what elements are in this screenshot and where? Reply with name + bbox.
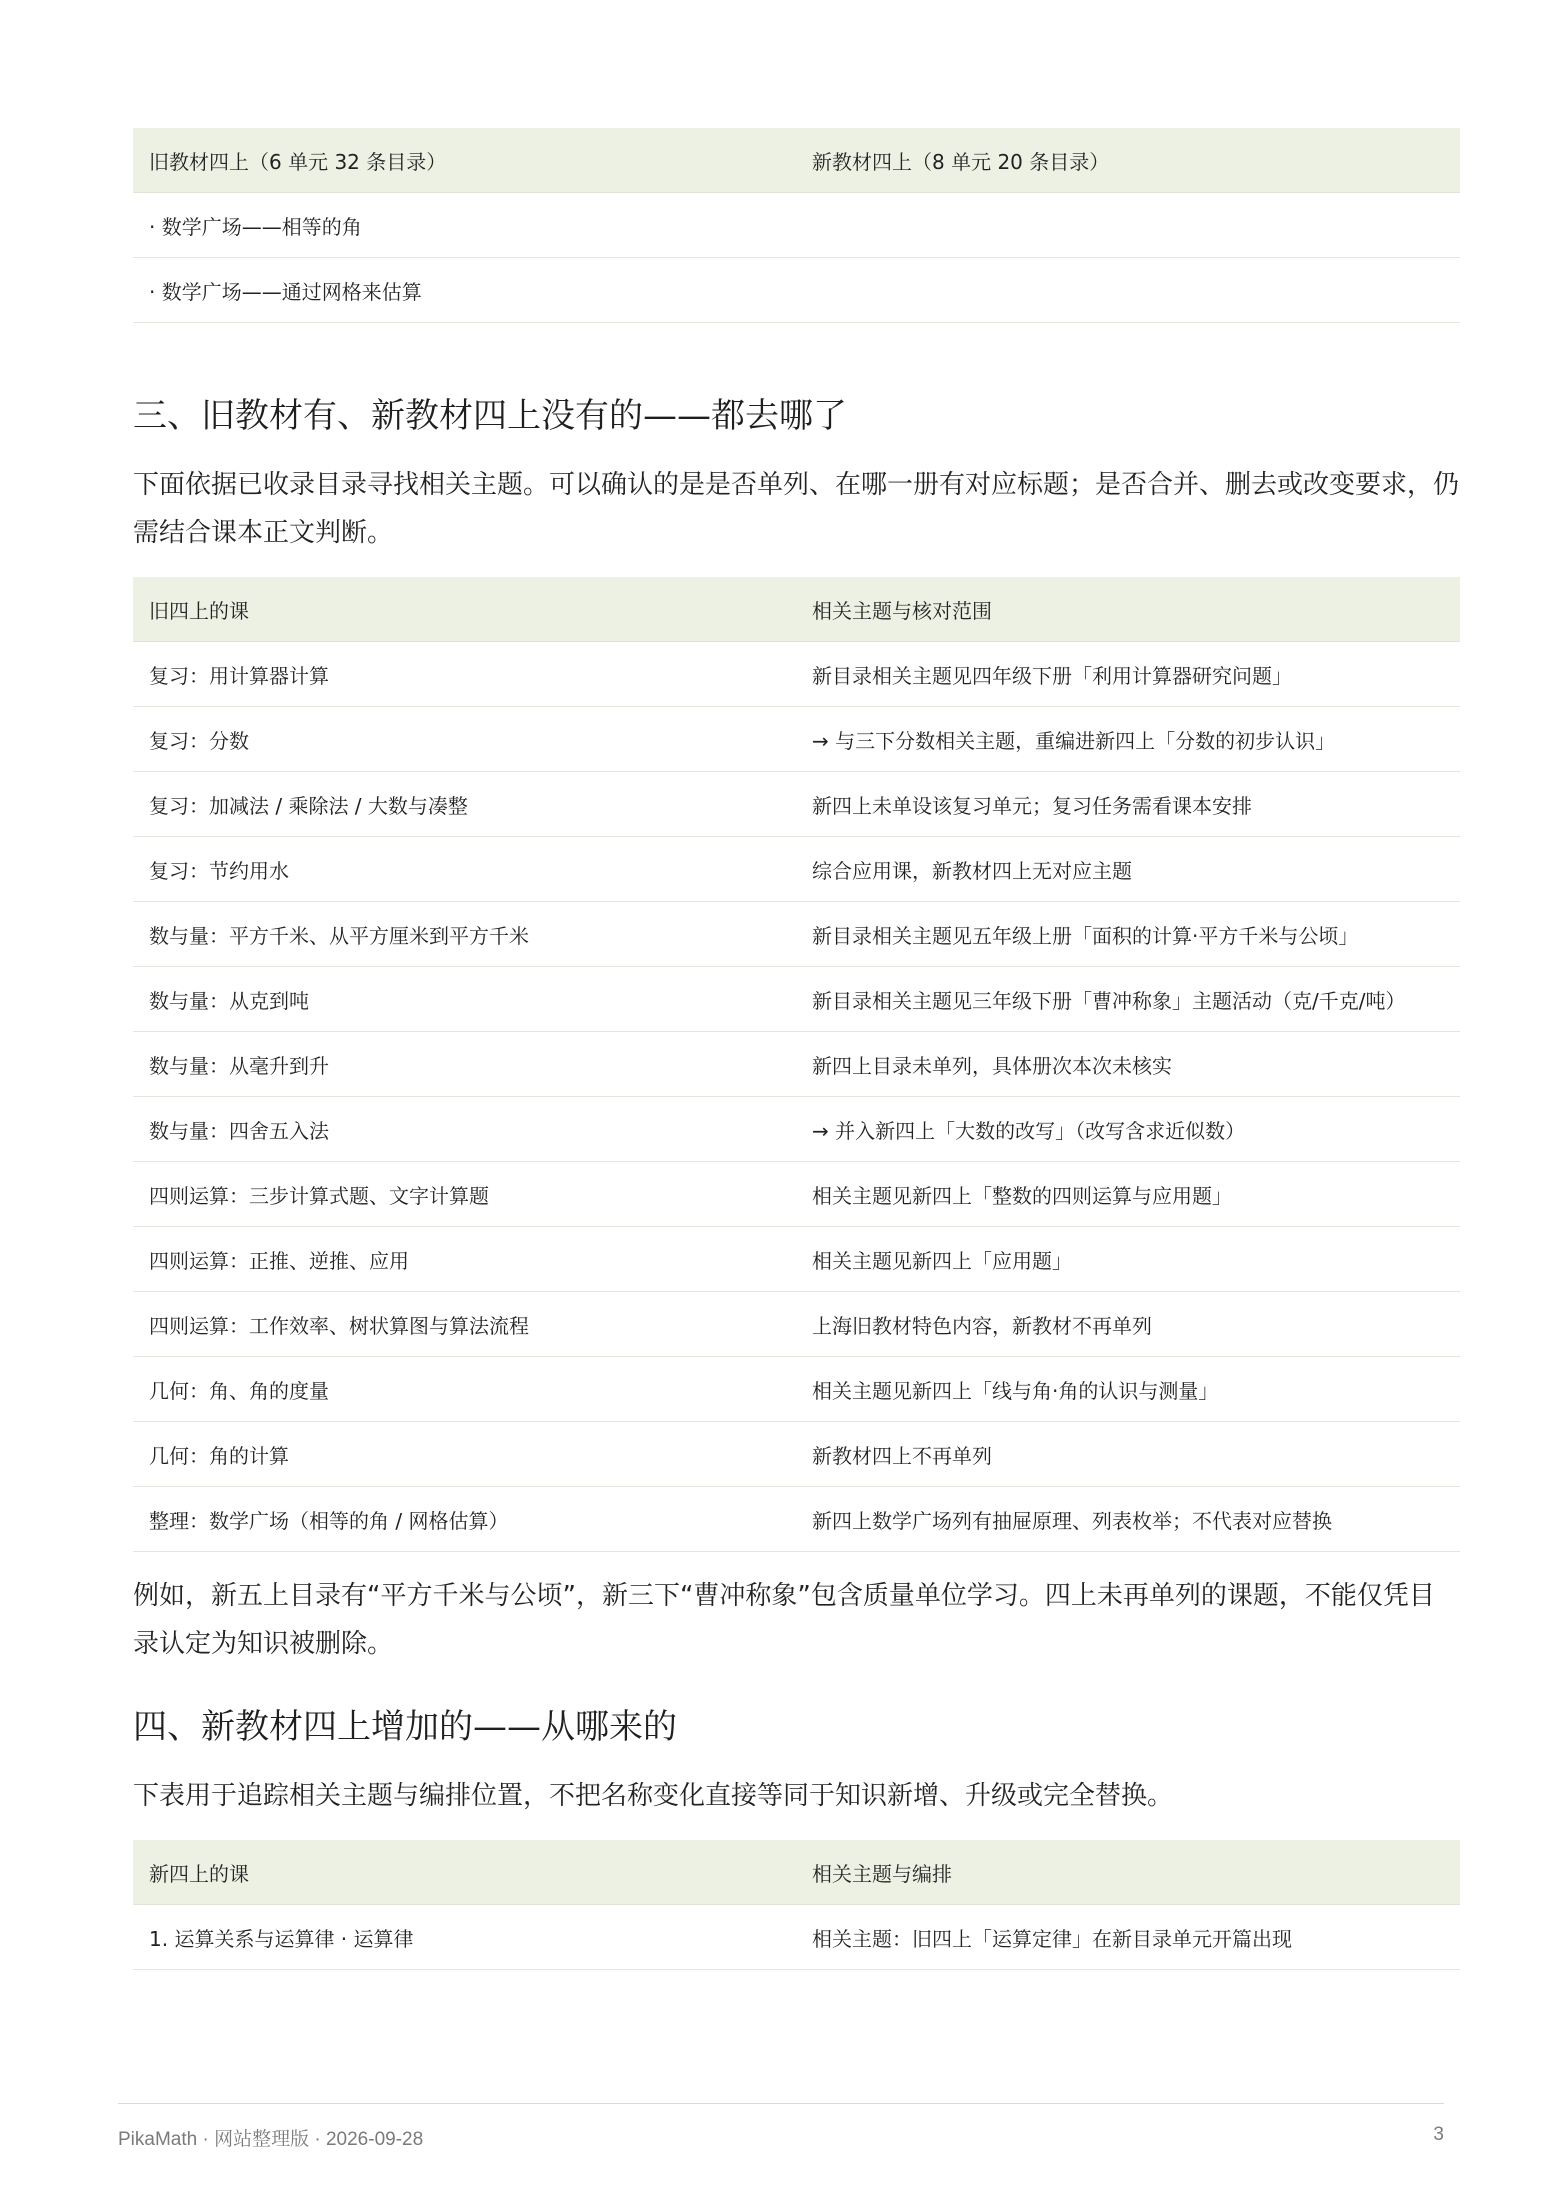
table-cell: 几何：角、角的度量	[133, 1357, 796, 1422]
section-4-heading: 四、新教材四上增加的——从哪来的	[133, 1707, 677, 1747]
table-cell: 1. 运算关系与运算律 · 运算律	[133, 1905, 796, 1970]
footer-divider	[118, 2103, 1444, 2104]
column-header-new-lesson: 新四上的课	[133, 1840, 796, 1905]
table-row	[133, 1227, 1460, 1292]
table-cell: 复习：加减法 / 乘除法 / 大数与凑整	[133, 772, 796, 837]
table-row	[133, 967, 1460, 1032]
column-header-related-topic: 相关主题与核对范围	[796, 577, 1460, 642]
table-row	[133, 1162, 1460, 1227]
table-row	[133, 258, 1460, 323]
column-header-related-arrangement: 相关主题与编排	[796, 1840, 1460, 1905]
table-cell: → 与三下分数相关主题，重编进新四上「分数的初步认识」	[796, 707, 1460, 772]
table-added-topics	[133, 1840, 1460, 1970]
table-row	[133, 193, 1460, 258]
table-cell: 四则运算：正推、逆推、应用	[133, 1227, 796, 1292]
table-cell: → 并入新四上「大数的改写」（改写含求近似数）	[796, 1097, 1460, 1162]
table-row	[133, 902, 1460, 967]
table-cell: 数与量：四舍五入法	[133, 1097, 796, 1162]
table-cell: 数与量：平方千米、从平方厘米到平方千米	[133, 902, 796, 967]
table-cell: 数与量：从毫升到升	[133, 1032, 796, 1097]
table-row	[133, 1905, 1460, 1970]
table-cell: 相关主题见新四上「整数的四则运算与应用题」	[796, 1162, 1460, 1227]
table-cell: 相关主题见新四上「线与角·角的认识与测量」	[796, 1357, 1460, 1422]
table-row	[133, 1032, 1460, 1097]
table-cell: 四则运算：三步计算式题、文字计算题	[133, 1162, 796, 1227]
table-row	[133, 1292, 1460, 1357]
section-4-intro: 下表用于追踪相关主题与编排位置，不把名称变化直接等同于知识新增、升级或完全替换。	[133, 1781, 1174, 1811]
table-header-row	[133, 128, 1460, 193]
table-cell: 新目录相关主题见四年级下册「利用计算器研究问题」	[796, 642, 1460, 707]
table-removed-topics	[133, 577, 1460, 1552]
section-3-heading: 三、旧教材有、新教材四上没有的——都去哪了	[133, 396, 847, 436]
table-row	[133, 707, 1460, 772]
table-cell: 新四上目录未单列，具体册次本次未核实	[796, 1032, 1460, 1097]
table-cell: · 数学广场——通过网格来估算	[133, 258, 796, 323]
table-row	[133, 772, 1460, 837]
table-row	[133, 837, 1460, 902]
table-cell: 综合应用课，新教材四上无对应主题	[796, 837, 1460, 902]
table-cell: 相关主题见新四上「应用题」	[796, 1227, 1460, 1292]
table-cell: 新四上未单设该复习单元；复习任务需看课本安排	[796, 772, 1460, 837]
table-cell: · 数学广场——相等的角	[133, 193, 796, 258]
table-row	[133, 1422, 1460, 1487]
table-cell: 几何：角的计算	[133, 1422, 796, 1487]
table-cell: 上海旧教材特色内容，新教材不再单列	[796, 1292, 1460, 1357]
table-cell: 相关主题：旧四上「运算定律」在新目录单元开篇出现	[796, 1905, 1460, 1970]
table-cell: 新目录相关主题见五年级上册「面积的计算·平方千米与公顷」	[796, 902, 1460, 967]
table-cell: 复习：节约用水	[133, 837, 796, 902]
section-3-note: 例如，新五上目录有“平方千米与公顷”，新三下“曹冲称象”包含质量单位学习。四上未再单列的课题，不能仅凭目录认定为知识被删除。	[133, 1581, 1435, 1659]
column-header-new: 新教材四上（8 单元 20 条目录）	[796, 128, 1460, 193]
section-3-intro: 下面依据已收录目录寻找相关主题。可以确认的是是否单列、在哪一册有对应标题；是否合并、删去或改变要求，仍需结合课本正文判断。	[133, 470, 1460, 548]
table-cell: 复习：分数	[133, 707, 796, 772]
page-number: 3	[1433, 2124, 1444, 2145]
table-cell: 新目录相关主题见三年级下册「曹冲称象」主题活动（克/千克/吨）	[796, 967, 1460, 1032]
table-cell: 复习：用计算器计算	[133, 642, 796, 707]
table-row	[133, 1097, 1460, 1162]
table-cell: 新四上数学广场列有抽屉原理、列表枚举；不代表对应替换	[796, 1487, 1460, 1552]
table-cell	[796, 258, 1460, 323]
table-cell: 四则运算：工作效率、树状算图与算法流程	[133, 1292, 796, 1357]
column-header-old: 旧教材四上（6 单元 32 条目录）	[133, 128, 796, 193]
table-cell	[796, 193, 1460, 258]
table-cell: 数与量：从克到吨	[133, 967, 796, 1032]
footer-source: PikaMath · 网站整理版 · 2026-09-28	[118, 2129, 424, 2150]
table-cell: 新教材四上不再单列	[796, 1422, 1460, 1487]
table-cell: 整理：数学广场（相等的角 / 网格估算）	[133, 1487, 796, 1552]
table-row	[133, 642, 1460, 707]
column-header-old-lesson: 旧四上的课	[133, 577, 796, 642]
table-header-row	[133, 577, 1460, 642]
document-body	[133, 0, 1460, 1970]
table-header-row	[133, 1840, 1460, 1905]
table-old-vs-new-contents	[133, 128, 1460, 323]
table-row	[133, 1487, 1460, 1552]
table-row	[133, 1357, 1460, 1422]
